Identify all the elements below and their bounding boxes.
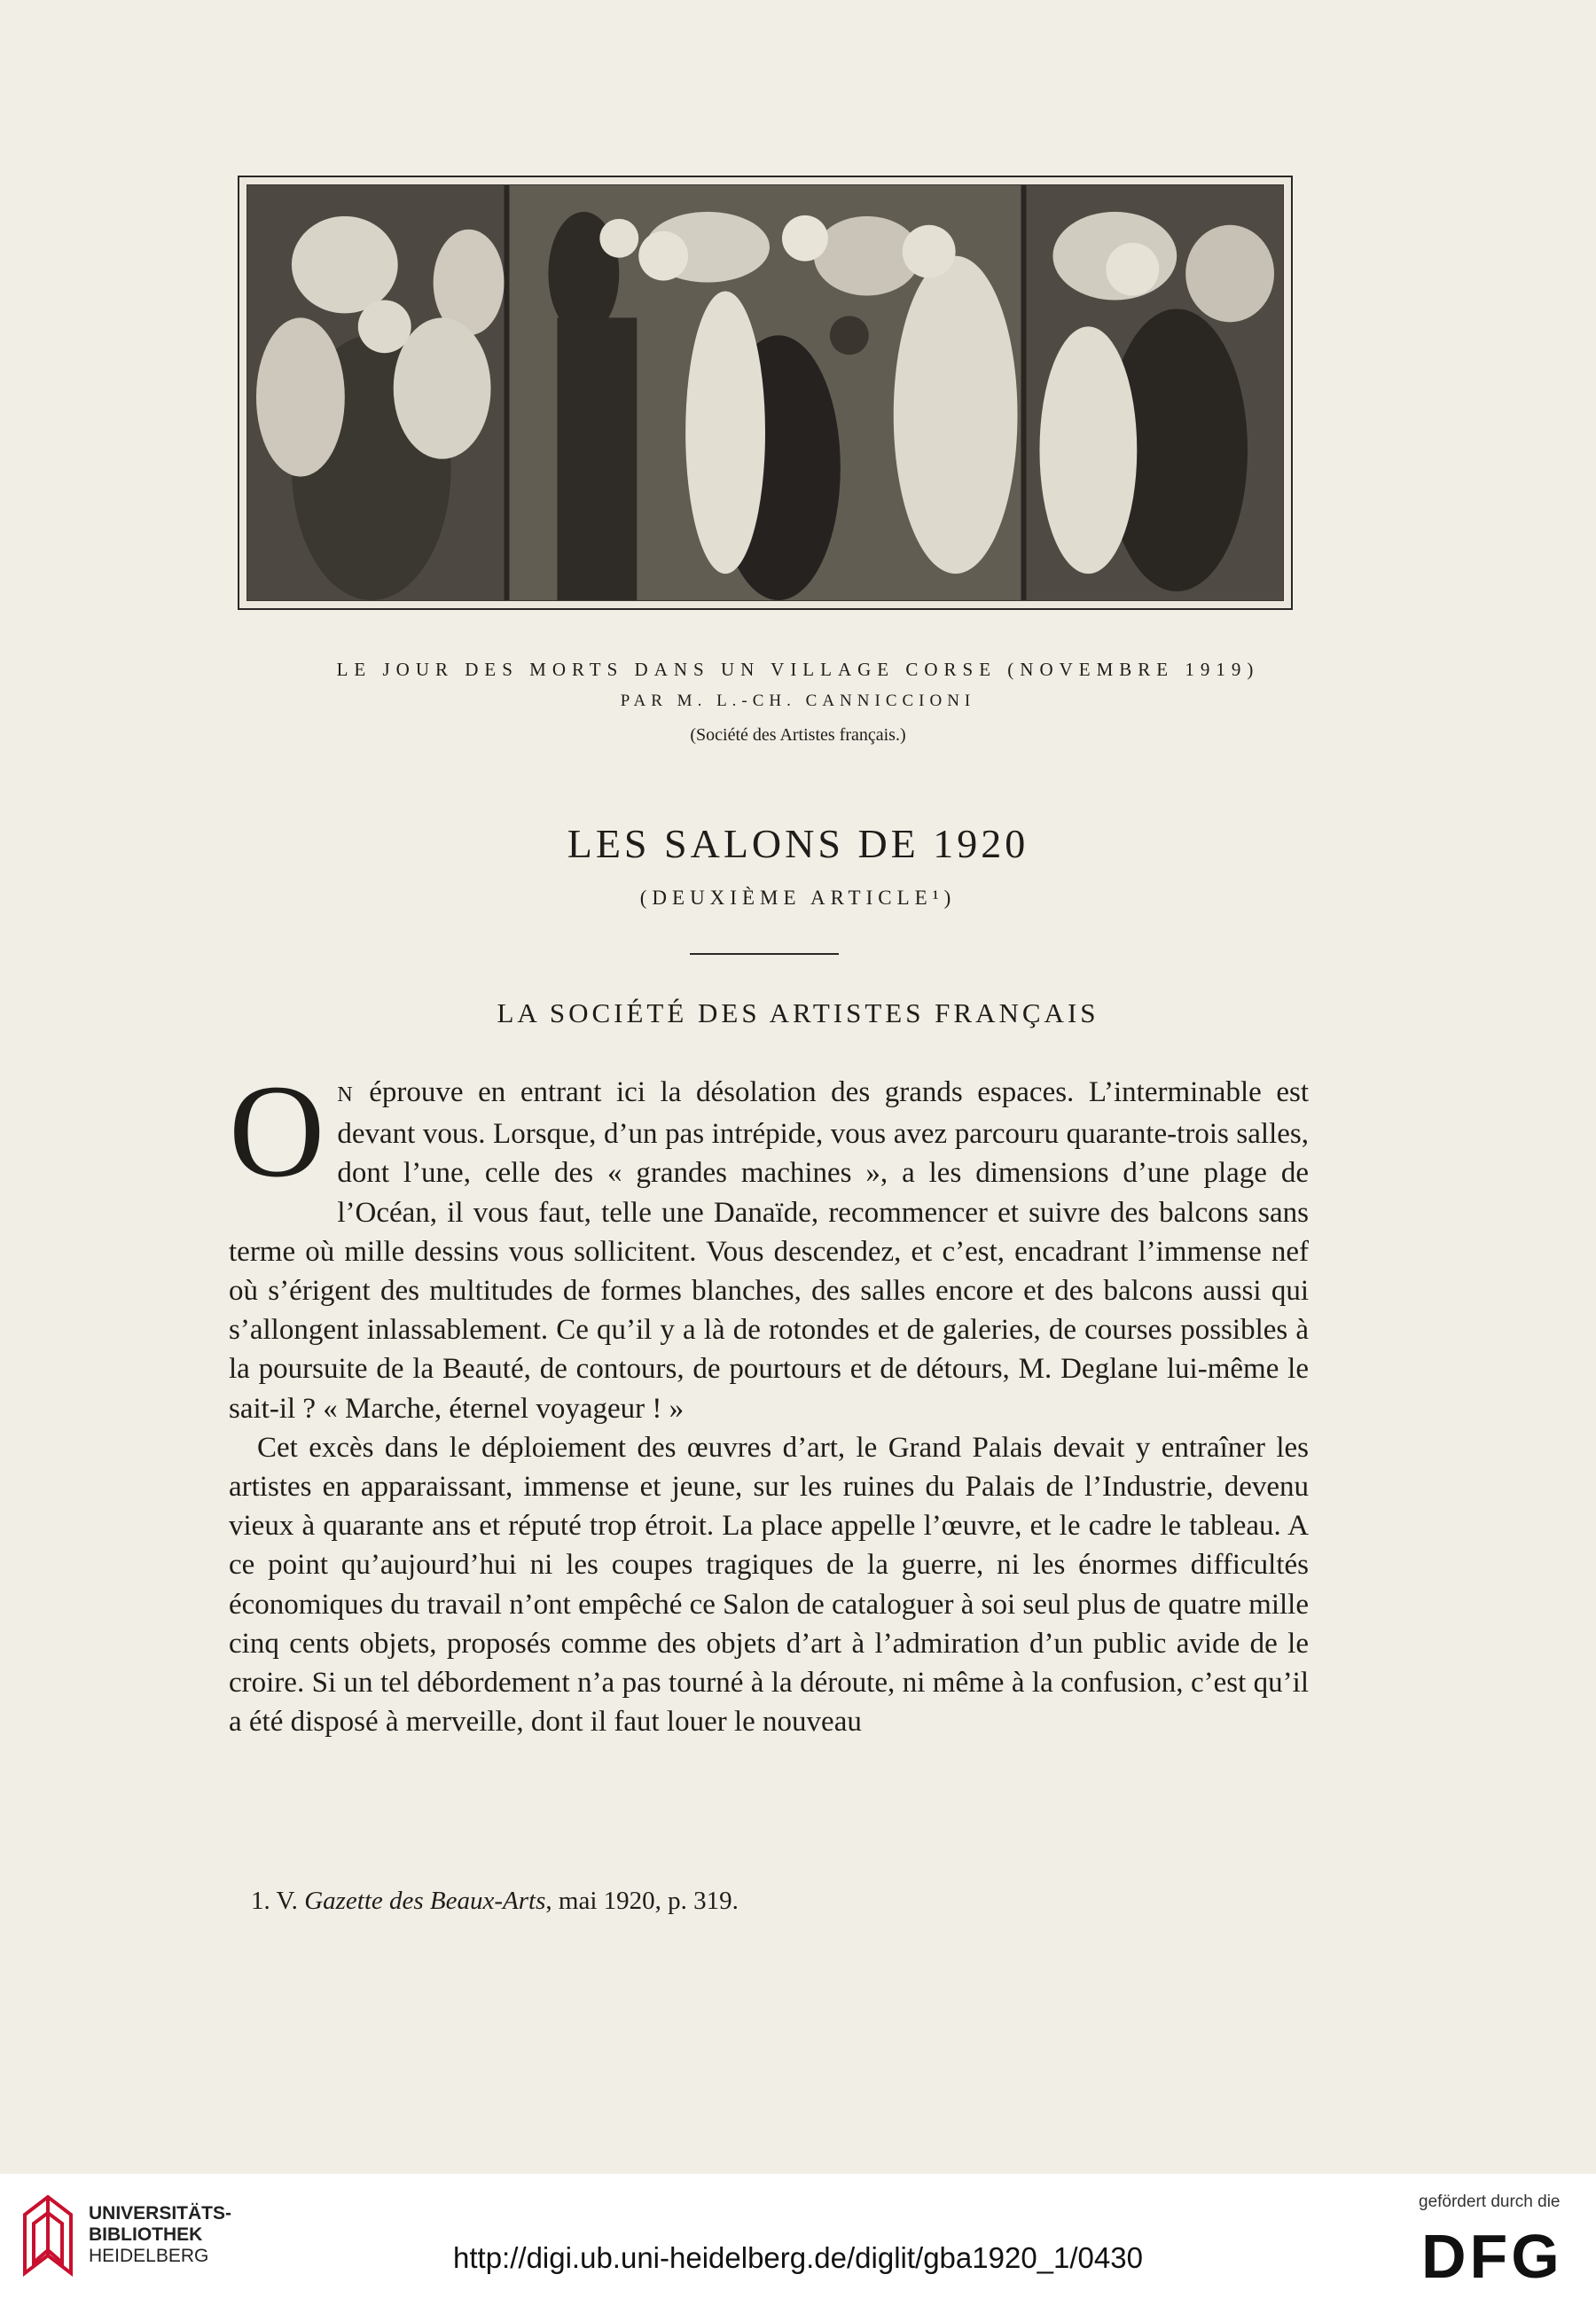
- first-word: N: [337, 1083, 355, 1106]
- funded-by-label: gefördert durch die: [1419, 2192, 1561, 2211]
- paragraph-1-text: éprouve en entrant ici la désolation des grands espaces. L’interminable est devant vous. Lorsque, d’un pas intrépide, vous avez parcouru quarante-trois salles, dont l’une, celle des « grandes machines », a les dimensions d’une plage de l’Océan, il vous faut, telle une Danaïde, recommencer et suivre des balcons sans terme où mille dessins vous sollicitent. Vous descendez, et c’est, encadrant l’immense nef où s’érigent des multitudes de formes blanches, des salles encore et des balcons aussi qui s’allongent inlassablement. Ce qu’il y a là de rotondes et de galeries, de courses possibles à la poursuite de la Beauté, de contours, de pourtours et de détours, M. Deglane lui-même le sait-il ? « Marche, éternel voyageur ! »: [229, 1076, 1309, 1425]
- paragraph-1: [229, 1058, 1309, 1428]
- painting-illustration: [247, 185, 1283, 600]
- footer-bar: [0, 2174, 1596, 2298]
- library-name-line3: HEIDELBERG: [89, 2246, 209, 2266]
- footnote-number: 1. V.: [251, 1887, 298, 1915]
- plate-caption-title: LE JOUR DES MORTS DANS UN VILLAGE CORSE (NOVEMBRE 1919): [336, 659, 1260, 680]
- painting-image: [246, 184, 1284, 601]
- footnote-source: Gazette des Beaux-Arts: [304, 1887, 546, 1915]
- library-name-line1: UNIVERSITÄTS-: [89, 2203, 232, 2224]
- section-heading: LA SOCIÉTÉ DES ARTISTES FRANÇAIS: [497, 997, 1099, 1028]
- painting-plate: [238, 176, 1293, 610]
- article-title: LES SALONS DE 1920: [567, 821, 1029, 866]
- paragraph-2: Cet excès dans le déploiement des œuvres d’art, le Grand Palais devait y entraîner les artistes en apparaissant, immense et jeune, sur les ruines du Palais de l’Industrie, devenu vieux à quarante ans et réputé trop étroit. La place appelle l’œuvre, et le cadre le tableau. A ce point qu’aujourd’hui ni les coupes tragiques de la guerre, ni les énormes difficultés économiques du travail n’ont empêché ce Salon de cataloguer à soi seul plus de quatre mille cinq cents objets, proposés comme des objets d’art à l’admiration d’un public avide de le croire. Si un tel débordement n’a pas tourné à la déroute, ni même à la confusion, c’est qu’il a été disposé à merveille, dont il faut louer le nouveau: [229, 1431, 1309, 1739]
- plate-caption-artist: PAR M. L.-CH. CANNICCIONI: [620, 692, 976, 710]
- article-subtitle: (DEUXIÈME ARTICLE¹): [639, 887, 957, 909]
- source-url-link[interactable]: http://digi.ub.uni-heidelberg.de/diglit/gba1920_1/0430: [453, 2241, 1143, 2274]
- footnote: [251, 1887, 739, 1916]
- dfg-logo: DFG: [1421, 2222, 1563, 2291]
- plate-caption-society: (Société des Artistes français.): [690, 725, 906, 745]
- footnote-rest: , mai 1920, p. 319.: [545, 1887, 739, 1915]
- title-rule-divider: [690, 953, 839, 955]
- library-name-line2: BIBLIOTHEK: [89, 2224, 203, 2245]
- drop-cap: O: [229, 1058, 325, 1205]
- article-body: [229, 1058, 1309, 1741]
